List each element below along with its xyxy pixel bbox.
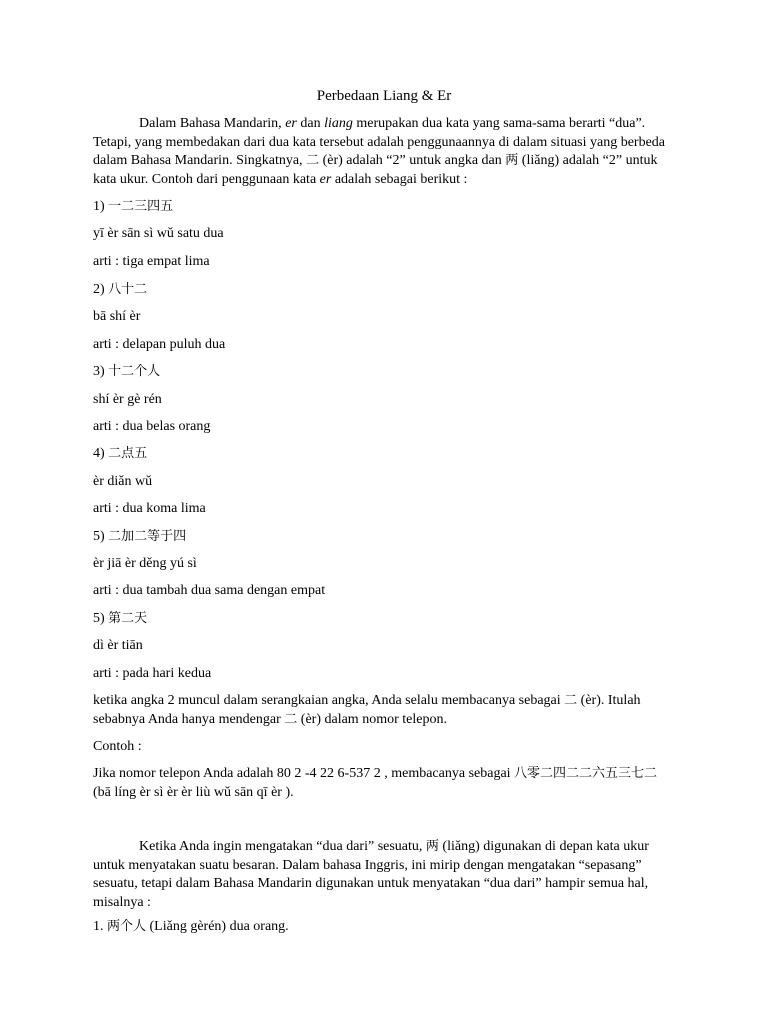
intro-text: merupakan dua kata yang sama-sama berarti “dua”. Tetapi, yang membedakan dari dua kata tersebut adalah penggunaannya di dalam situasi yang berbeda dalam Bahasa Mandarin. Singkatnya, — [93, 116, 666, 169]
example-hanzi: 两个人 — [107, 919, 147, 934]
liang-example-1 — [93, 918, 678, 936]
phone-example-text: (bā líng èr sì èr èr liù wǔ sān qī èr ). — [93, 784, 294, 800]
example-1-hanzi-line — [93, 198, 678, 216]
example-hanzi: 十二个人 — [108, 364, 161, 379]
intro-text: dan — [296, 116, 325, 131]
phone-note-text: ketika angka 2 muncul dalam serangkaian angka, Anda selalu membacanya sebagai — [93, 693, 565, 708]
phone-example-hanzi: 八零二四二二六五三七二 — [514, 766, 658, 781]
example-4-meaning: arti : dua koma lima — [93, 501, 206, 516]
example-6-hanzi-line — [93, 610, 678, 628]
phone-note-text: (èr). Itulah sebabnya Anda hanya mendengar — [93, 693, 641, 727]
intro-term-er: er — [319, 171, 332, 187]
example-2-hanzi-line — [93, 281, 678, 299]
example-6-pinyin: dì èr tiān — [93, 638, 143, 653]
example-1-pinyin: yī èr sān sì wǔ satu dua — [93, 226, 224, 241]
intro-text: (liǎng) adalah “2” untuk kata ukur. Contoh dari penggunaan kata — [93, 153, 658, 187]
example-hanzi: 二点五 — [108, 446, 148, 461]
example-2-meaning: arti : delapan puluh dua — [93, 337, 226, 352]
example-5-pinyin: èr jiā èr děng yú sì — [93, 556, 197, 571]
example-number: 1. — [93, 919, 107, 934]
example-6-meaning: arti : pada hari kedua — [93, 666, 212, 681]
hanzi-er: 二 — [564, 693, 578, 708]
example-number: 2) — [93, 282, 109, 297]
liang-example-text: (Liǎng gèrén) dua orang. — [146, 919, 289, 934]
example-hanzi: 一二三四五 — [108, 199, 174, 214]
liang-text: (liǎng) digunakan di depan kata ukur untuk menyatakan suatu besaran. Dalam bahasa Inggris, ini mirip dengan mengatakan “sepasang” sesuatu, tetapi dalam Bahasa Mandarin digunakan untuk menyatakan “dua dari” hampir semua hal, misalnya : — [93, 839, 649, 910]
example-hanzi: 二加二等于四 — [108, 529, 187, 544]
example-number: 5) — [93, 611, 109, 626]
phone-example-text: Jika nomor telepon Anda adalah 80 2 -4 22 6-537 2 , membacanya sebagai — [93, 766, 515, 781]
example-number: 5) — [93, 529, 109, 544]
phone-note-paragraph — [93, 692, 678, 729]
phone-note-text: (èr) dalam nomor telepon. — [297, 711, 447, 727]
example-number: 4) — [93, 446, 109, 461]
liang-text: Ketika Anda ingin mengatakan “dua dari” sesuatu, — [139, 839, 426, 854]
example-5-hanzi-line — [93, 528, 678, 546]
intro-term-er: er — [285, 116, 297, 131]
contoh-label: Contoh : — [93, 739, 142, 754]
liang-paragraph — [93, 838, 678, 912]
example-4-pinyin: èr diǎn wǔ — [93, 474, 153, 489]
intro-term-liang: liang — [324, 116, 353, 131]
example-4-hanzi-line — [93, 445, 678, 463]
example-2-pinyin: bā shí èr — [93, 309, 141, 324]
example-hanzi: 第二天 — [108, 611, 148, 626]
example-number: 3) — [93, 364, 109, 379]
hanzi-er: 二 — [284, 711, 298, 727]
hanzi-liang: 两 — [425, 839, 439, 854]
example-number: 1) — [93, 199, 109, 214]
example-3-meaning: arti : dua belas orang — [93, 419, 211, 434]
hanzi-er: 二 — [306, 153, 320, 169]
example-hanzi: 八十二 — [108, 282, 148, 297]
example-5-meaning: arti : dua tambah dua sama dengan empat — [93, 583, 326, 598]
intro-text: adalah sebagai berikut : — [331, 171, 468, 187]
document-title: Perbedaan Liang & Er — [316, 88, 452, 104]
phone-example-paragraph — [93, 765, 678, 802]
example-3-pinyin: shí èr gè rén — [93, 392, 162, 407]
example-1-meaning: arti : tiga empat lima — [93, 254, 210, 269]
intro-text: (èr) adalah “2” untuk angka dan — [319, 153, 506, 169]
intro-text: Dalam Bahasa Mandarin, — [139, 116, 286, 131]
hanzi-liang: 两 — [505, 153, 519, 169]
intro-paragraph — [93, 115, 678, 189]
example-3-hanzi-line — [93, 363, 678, 381]
